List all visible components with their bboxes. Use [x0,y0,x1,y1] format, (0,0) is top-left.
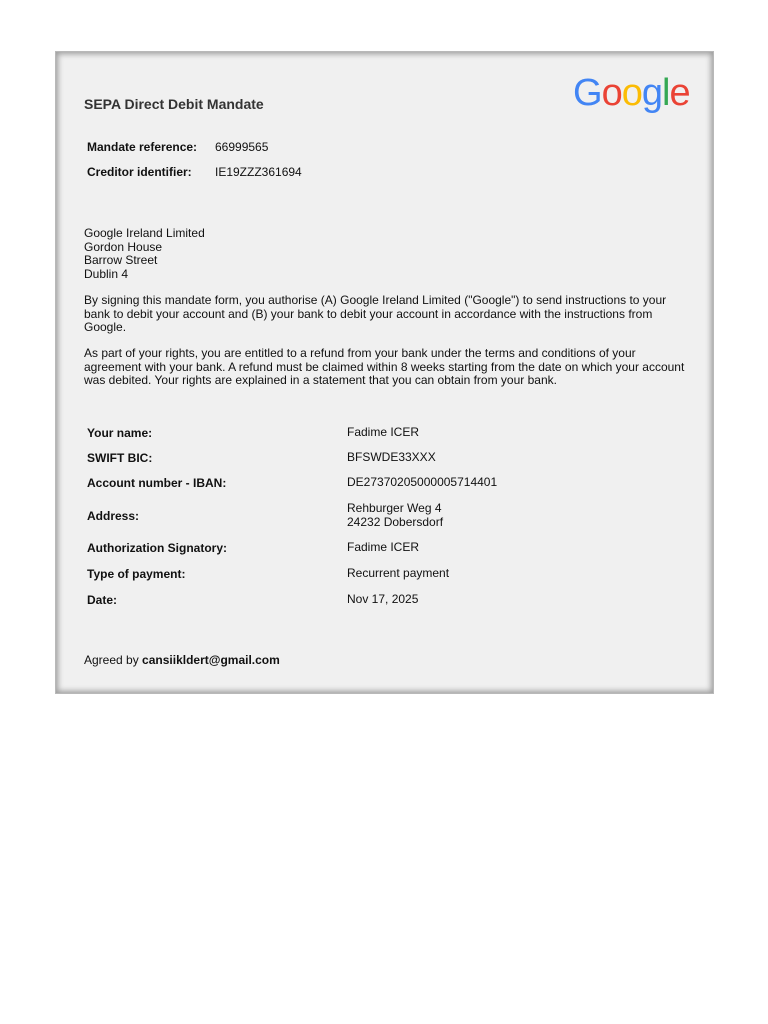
address-line: Dublin 4 [84,266,129,281]
logo-letter: e [669,72,690,114]
your-name-label: Your name: [87,426,153,440]
iban-label: Account number - IBAN: [87,476,227,490]
logo-letter: g [641,72,662,114]
logo-letter: o [601,72,622,114]
address-line: Barrow Street [84,253,158,268]
address-value-line: 24232 Dobersdorf [347,514,444,529]
signatory-value: Fadime ICER [347,540,420,555]
mandate-reference-value: 66999565 [215,140,269,154]
address-line: Gordon House [84,239,163,254]
creditor-address [84,227,205,281]
logo-letter: o [621,72,642,114]
date-label: Date: [87,593,118,607]
payment-type-row [87,567,667,581]
your-name-value: Fadime ICER [347,425,420,440]
swift-bic-label: SWIFT BIC: [87,451,153,465]
signatory-row [87,541,667,555]
date-row [87,593,667,607]
agreed-by-line [84,653,280,667]
address-row [87,502,667,529]
creditor-identifier-row [87,165,302,179]
swift-bic-row [87,451,667,465]
address-value-line: Rehburger Weg 4 [347,501,442,515]
agreed-by-prefix: Agreed by [84,653,139,667]
iban-row [87,476,667,490]
mandate-reference-label: Mandate reference: [87,140,198,154]
signatory-label: Authorization Signatory: [87,541,227,555]
swift-bic-value: BFSWDE33XXX [347,450,436,465]
address-label: Address: [87,508,140,523]
date-value: Nov 17, 2025 [347,592,419,607]
your-name-row [87,426,667,440]
logo-letter: l [661,72,670,114]
mandate-reference-row [87,140,268,154]
agreed-by-email: cansiikldert@gmail.com [142,653,280,667]
google-logo [573,74,690,112]
payment-type-value: Recurrent payment [347,566,450,581]
logo-letter: G [573,72,602,114]
mandate-document [55,51,714,694]
address-value [347,502,443,529]
document-title: SEPA Direct Debit Mandate [84,96,264,112]
authorisation-paragraph: By signing this mandate form, you authorise (A) Google Ireland Limited ("Google") to send instructions to your bank to debit your account and (B) your bank to debit your account in accordance with the instructions from Google. [84,293,667,335]
iban-value: DE27370205000005714401 [347,475,498,490]
creditor-identifier-value: IE19ZZZ361694 [215,165,302,179]
payment-type-label: Type of payment: [87,567,186,581]
address-line: Google Ireland Limited [84,226,205,240]
creditor-identifier-label: Creditor identifier: [87,165,192,179]
rights-paragraph: As part of your rights, you are entitled to a refund from your bank under the terms and conditions of your agreement with your bank. A refund must be claimed within 8 weeks starting from the date on which your account was debited. Your rights are explained in a statement that you can obtain from your bank. [84,346,685,388]
